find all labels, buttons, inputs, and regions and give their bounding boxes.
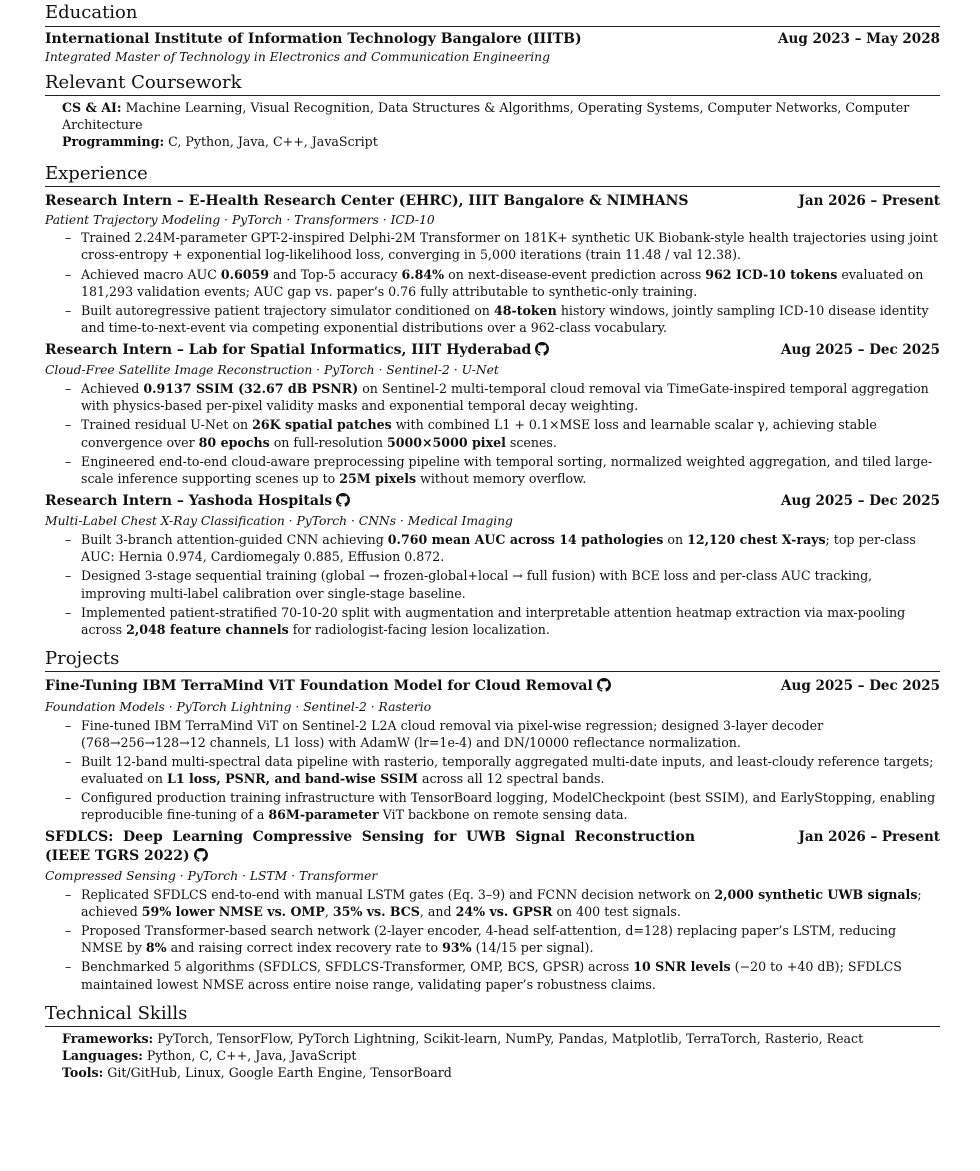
project-bullet: – Replicated SFDLCS end-to-end with manual LSTM gates (Eq. 3–9) and FCNN decision network on 2,000 synthetic UWB signals; achieved 59% lower NMSE vs. OMP, 35% vs. BCS, and 24% vs. GPSR on 400 test signals.	[65, 886, 940, 920]
education-section	[45, 2, 940, 66]
experience-bullet: – Designed 3-stage sequential training (global → frozen-global+local → full fusion) with BCE loss and per-class AUC tracking, improving multi-label calibration over single-stage baseline.	[65, 567, 940, 601]
project-bullet: – Configured production training infrastructure with TensorBoard logging, ModelCheckpoint (best SSIM), and EarlyStopping, enabling reproducible fine-tuning of a 86M-parameter ViT backbone on remote sensing data.	[65, 789, 940, 823]
skills-label: Languages:	[62, 1048, 143, 1064]
project-tags: Foundation Models · PyTorch Lightning · Sentinel-2 · Rasterio	[45, 699, 432, 714]
experience-bullet: – Built 3-branch attention-guided CNN achieving 0.760 mean AUC across 14 pathologies on 12,120 chest X-rays; top per-class AUC: Hernia 0.974, Cardiomegaly 0.885, Effusion 0.872.	[65, 531, 940, 565]
experience-list	[45, 192, 940, 638]
experience-bullet: – Trained residual U-Net on 26K spatial patches with combined L1 + 0.1×MSE loss and learnable scalar γ, achieving stable convergence over 80 epochs on full-resolution 5000×5000 pixel scenes.	[65, 416, 940, 450]
skills-list	[45, 1030, 940, 1081]
experience-bullet: – Implemented patient-stratified 70-10-20 split with augmentation and interpretable attention heatmap extraction via max-pooling across 2,048 feature channels for radiologist-facing lesion localization.	[65, 604, 940, 638]
projects-section	[45, 648, 940, 993]
experience-heading: Experience	[45, 163, 940, 188]
skills-row	[62, 1047, 940, 1064]
project-bullets	[45, 886, 940, 993]
skills-value: Git/GitHub, Linux, Google Earth Engine, TensorBoard	[107, 1065, 452, 1081]
project-title-text: Fine-Tuning IBM TerraMind ViT Foundation Model for Cloud Removal	[45, 678, 593, 695]
coursework-label: CS & AI:	[62, 100, 122, 116]
experience-bullets	[45, 380, 940, 487]
projects-list	[45, 677, 940, 992]
experience-title-text: Research Intern – E-Health Research Center (EHRC), IIIT Bangalore & NIMHANS	[45, 193, 689, 210]
coursework-row	[62, 99, 940, 133]
project-bullets	[45, 717, 940, 824]
experience-dates: Aug 2025 – Dec 2025	[781, 342, 940, 358]
experience-dates: Aug 2025 – Dec 2025	[781, 492, 940, 509]
coursework-value: C, Python, Java, C++, JavaScript	[168, 134, 378, 150]
github-icon[interactable]	[336, 493, 350, 512]
project-title	[45, 677, 611, 697]
institution-name: International Institute of Information Technology Bangalore (IIITB)	[45, 30, 582, 47]
project-bullet: – Built 12-band multi-spectral data pipeline with rasterio, temporally aggregated multi-date inputs, and least-cloudy reference targets; evaluated on L1 loss, PSNR, and band-wise SSIM across all 12 spectral bands.	[65, 753, 940, 787]
project-title-text: SFDLCS: Deep Learning Compressive Sensing for UWB Signal Reconstruction (IEEE TGRS 2022)	[45, 829, 695, 864]
project-dates: Aug 2025 – Dec 2025	[781, 678, 940, 695]
skills-value: Python, C, C++, Java, JavaScript	[146, 1048, 357, 1064]
github-icon[interactable]	[597, 678, 611, 697]
experience-entry	[45, 492, 940, 638]
experience-title	[45, 341, 549, 361]
github-icon[interactable]	[535, 342, 549, 361]
experience-tags: Cloud-Free Satellite Image Reconstruction · PyTorch · Sentinel-2 · U-Net	[45, 363, 499, 378]
experience-bullet: – Built autoregressive patient trajectory simulator conditioned on 48-token history windows, jointly sampling ICD-10 disease identity and time-to-next-event via competing exponential distributions over a 962-class vocabulary.	[65, 302, 940, 336]
experience-bullet: – Trained 2.24M-parameter GPT-2-inspired Delphi-2M Transformer on 181K+ synthetic UK Biobank-style health trajectories using joint cross-entropy + exponential log-likelihood loss, converging in 5,000 iterations (train 11.48 / val 12.38).	[65, 229, 940, 263]
project-tags: Compressed Sensing · PyTorch · LSTM · Transformer	[45, 869, 378, 884]
project-dates: Jan 2026 – Present	[798, 829, 940, 846]
skills-value: PyTorch, TensorFlow, PyTorch Lightning, Scikit-learn, NumPy, Pandas, Matplotlib, TerraTorch, Rasterio, React	[157, 1031, 864, 1047]
experience-section	[45, 163, 940, 638]
skills-heading: Technical Skills	[45, 1003, 940, 1028]
experience-entry	[45, 341, 940, 487]
skills-section	[45, 1003, 940, 1082]
experience-title	[45, 192, 688, 210]
coursework-row	[62, 133, 940, 150]
project-entry	[45, 828, 940, 992]
experience-title-text: Research Intern – Lab for Spatial Informatics, IIIT Hyderabad	[45, 342, 532, 358]
education-entry	[45, 30, 940, 66]
project-title	[45, 828, 695, 867]
experience-bullets	[45, 229, 940, 336]
education-dates: Aug 2023 – May 2028	[778, 30, 940, 47]
github-icon[interactable]	[194, 848, 208, 867]
education-heading: Education	[45, 2, 940, 27]
project-bullet: – Fine-tuned IBM TerraMind ViT on Sentinel-2 L2A cloud removal via pixel-wise regression; designed 3-layer decoder (768→256→128→12 channels, L1 loss) with AdamW (lr=1e-4) and DN/10000 reflectance normalization.	[65, 717, 940, 751]
experience-title-text: Research Intern – Yashoda Hospitals	[45, 492, 333, 509]
coursework-list	[45, 99, 940, 150]
coursework-heading: Relevant Coursework	[45, 72, 940, 97]
coursework-label: Programming:	[62, 134, 165, 150]
experience-tags: Multi-Label Chest X-Ray Classification · PyTorch · CNNs · Medical Imaging	[45, 514, 513, 529]
skills-row	[62, 1064, 940, 1081]
coursework-value: Machine Learning, Visual Recognition, Data Structures & Algorithms, Operating Systems, Computer Networks, Computer Architecture	[62, 100, 910, 133]
experience-bullet: – Engineered end-to-end cloud-aware preprocessing pipeline with temporal sorting, normalized weighted aggregation, and tiled large-scale inference supporting scenes up to 25M pixels without memory overflow.	[65, 453, 940, 487]
experience-bullet: – Achieved 0.9137 SSIM (32.67 dB PSNR) on Sentinel-2 multi-temporal cloud removal via TimeGate-inspired temporal aggregation with physics-based per-pixel validity masks and exponential temporal decay weighting.	[65, 380, 940, 414]
project-bullet: – Proposed Transformer-based search network (2-layer encoder, 4-head self-attention, d=128) replacing paper’s LSTM, reducing NMSE by 8% and raising correct index recovery rate to 93% (14/15 per signal).	[65, 922, 940, 956]
experience-bullets	[45, 531, 940, 638]
degree: Integrated Master of Technology in Electronics and Communication Engineering	[45, 49, 550, 64]
experience-dates: Jan 2026 – Present	[798, 193, 940, 210]
skills-label: Frameworks:	[62, 1031, 154, 1047]
experience-tags: Patient Trajectory Modeling · PyTorch · Transformers · ICD-10	[45, 212, 435, 227]
project-bullet: – Benchmarked 5 algorithms (SFDLCS, SFDLCS-Transformer, OMP, BCS, GPSR) across 10 SNR levels (−20 to +40 dB); SFDLCS maintained lowest NMSE across entire noise range, validating paper’s robustness claims.	[65, 958, 940, 992]
projects-heading: Projects	[45, 648, 940, 673]
skills-label: Tools:	[62, 1065, 104, 1081]
project-entry	[45, 677, 940, 823]
skills-row	[62, 1030, 940, 1047]
experience-bullet: – Achieved macro AUC 0.6059 and Top-5 accuracy 6.84% on next-disease-event prediction across 962 ICD-10 tokens evaluated on 181,293 validation events; AUC gap vs. paper’s 0.76 fully attributable to synthetic-only training.	[65, 266, 940, 300]
experience-title	[45, 492, 350, 512]
experience-entry	[45, 192, 940, 336]
coursework-section	[45, 72, 940, 151]
